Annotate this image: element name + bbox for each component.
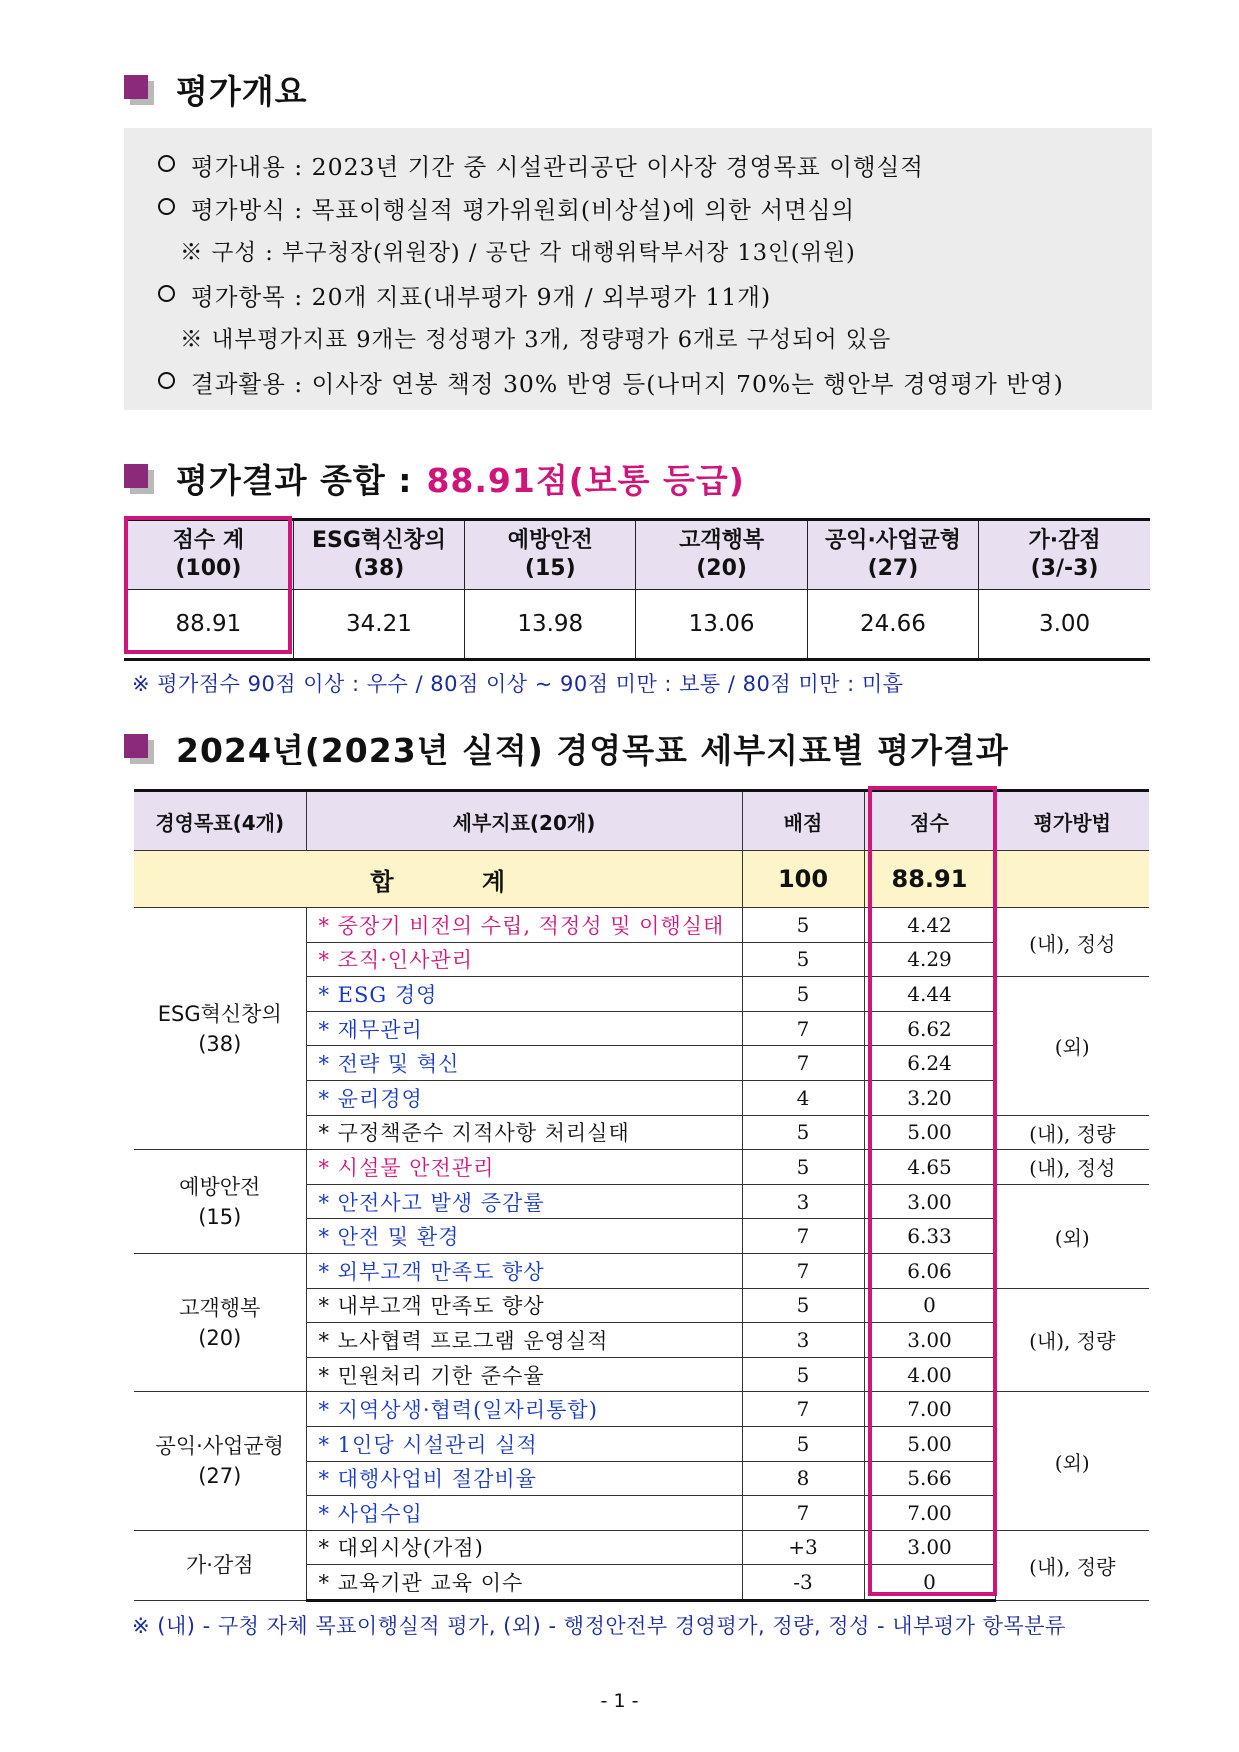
summary-value: 24.66 [807, 590, 978, 660]
total-allot: 100 [742, 851, 864, 908]
indicator: * 재무관리 [306, 1011, 742, 1046]
detail-table [134, 789, 1149, 1602]
bullet-square-icon [124, 75, 154, 105]
header-method: 평가방법 [995, 791, 1149, 851]
score-value: 6.06 [864, 1253, 995, 1288]
bullet-square-icon [124, 464, 154, 494]
allot-value: 7 [742, 1392, 864, 1427]
method-value: (외) [995, 1184, 1149, 1288]
indicator: * 대행사업비 절감비율 [306, 1461, 742, 1496]
score-value: 5.00 [864, 1115, 995, 1150]
score-value: 7.00 [864, 1392, 995, 1427]
indicator: * 노사협력 프로그램 운영실적 [306, 1323, 742, 1358]
circle-bullet-icon [158, 198, 175, 215]
method-value: (내), 정량 [995, 1288, 1149, 1392]
indicator: * 윤리경영 [306, 1080, 742, 1115]
allot-value: 7 [742, 1253, 864, 1288]
method-value: (내), 정성 [995, 1150, 1149, 1185]
bullet-square-icon [124, 734, 154, 764]
goal-esg: ESG혁신창의 (38) [134, 908, 306, 1150]
indicator: * 전략 및 혁신 [306, 1046, 742, 1081]
indicator: * 1인당 시설관리 실적 [306, 1426, 742, 1461]
allot-value: 7 [742, 1496, 864, 1531]
allot-value: 4 [742, 1080, 864, 1115]
allot-value: 7 [742, 1219, 864, 1254]
score-value: 6.24 [864, 1046, 995, 1081]
allot-value: -3 [742, 1565, 864, 1601]
allot-value: 5 [742, 1288, 864, 1323]
section-title: 평가개요 [176, 72, 308, 111]
score-value: 6.62 [864, 1011, 995, 1046]
section-detail-heading [124, 725, 1009, 772]
score-value: 4.29 [864, 942, 995, 977]
overview-item: 결과활용 : 이사장 연봉 책정 30% 반영 등(나머지 70%는 행안부 경영평가 반영) [154, 365, 1064, 399]
indicator: * 중장기 비전의 수립, 적정성 및 이행실태 [306, 908, 742, 943]
allot-value: 5 [742, 1150, 864, 1185]
grade-note: ※ 평가점수 90점 이상 : 우수 / 80점 이상 ~ 90점 미만 : 보통 / 80점 미만 : 미흡 [132, 672, 904, 696]
allot-value: 7 [742, 1046, 864, 1081]
score-value: 5.66 [864, 1461, 995, 1496]
header-allot: 배점 [742, 791, 864, 851]
allot-value: 3 [742, 1323, 864, 1358]
indicator: * 구정책준수 지적사항 처리실태 [306, 1115, 742, 1150]
score-value: 3.00 [864, 1323, 995, 1358]
method-value: (내), 정량 [995, 1115, 1149, 1150]
overview-item: 평가방식 : 목표이행실적 평가위원회(비상설)에 의한 서면심의 [154, 191, 855, 225]
allot-value: 5 [742, 1426, 864, 1461]
total-score: 88.91 [864, 851, 995, 908]
indicator: * 안전사고 발생 증감률 [306, 1184, 742, 1219]
goal-bonus-penalty: 가·감점 [134, 1530, 306, 1600]
indicator: * 외부고객 만족도 향상 [306, 1253, 742, 1288]
score-value: 3.20 [864, 1080, 995, 1115]
allot-value: 8 [742, 1461, 864, 1496]
score-value: 4.00 [864, 1357, 995, 1392]
summary-header: 고객행복 (20) [636, 520, 807, 590]
method-value: (외) [995, 1392, 1149, 1530]
header-indicator: 세부지표(20개) [306, 791, 742, 851]
summary-header: 예방안전 (15) [465, 520, 636, 590]
allot-value: 5 [742, 908, 864, 943]
indicator: * 지역상생·협력(일자리통합) [306, 1392, 742, 1427]
header-score: 점수 [864, 791, 995, 851]
section-title: 평가결과 종합 : [176, 461, 413, 500]
score-value: 5.00 [864, 1426, 995, 1461]
summary-value: 13.06 [636, 590, 807, 660]
total-label: 합 계 [134, 851, 742, 908]
indicator: * 대외시상(가점) [306, 1530, 742, 1565]
allot-value: 3 [742, 1184, 864, 1219]
allot-value: +3 [742, 1530, 864, 1565]
goal-safety: 예방안전 (15) [134, 1150, 306, 1254]
allot-value: 5 [742, 977, 864, 1012]
page-number: - 1 - [600, 1690, 639, 1712]
indicator: * ESG 경영 [306, 977, 742, 1012]
overview-item: 평가내용 : 2023년 기간 중 시설관리공단 이사장 경영목표 이행실적 [154, 148, 924, 182]
score-value: 0 [864, 1288, 995, 1323]
indicator: * 민원처리 기한 준수율 [306, 1357, 742, 1392]
overview-subitem: ※ 내부평가지표 9개는 정성평가 3개, 정량평가 6개로 구성되어 있음 [180, 327, 892, 353]
indicator: * 안전 및 환경 [306, 1219, 742, 1254]
score-value: 6.33 [864, 1219, 995, 1254]
overall-score: 88.91점(보통 등급) [426, 461, 745, 500]
score-value: 3.00 [864, 1530, 995, 1565]
indicator: * 교육기관 교육 이수 [306, 1565, 742, 1601]
header-goal: 경영목표(4개) [134, 791, 306, 851]
indicator: * 사업수입 [306, 1496, 742, 1531]
score-value: 3.00 [864, 1184, 995, 1219]
allot-value: 5 [742, 1115, 864, 1150]
allot-value: 7 [742, 1011, 864, 1046]
total-method [995, 851, 1149, 908]
summary-header: ESG혁신창의 (38) [293, 520, 464, 590]
overview-box [124, 128, 1152, 410]
score-value: 4.42 [864, 908, 995, 943]
indicator: * 조직·인사관리 [306, 942, 742, 977]
circle-bullet-icon [158, 372, 175, 389]
section-title: 2024년(2023년 실적) 경영목표 세부지표별 평가결과 [176, 731, 1009, 770]
score-value: 7.00 [864, 1496, 995, 1531]
method-value: (내), 정량 [995, 1530, 1149, 1600]
allot-value: 5 [742, 942, 864, 977]
overview-item: 평가항목 : 20개 지표(내부평가 9개 / 외부평가 11개) [154, 278, 771, 312]
goal-customer: 고객행복 (20) [134, 1253, 306, 1391]
method-value: (외) [995, 977, 1149, 1115]
section-summary-heading [124, 455, 745, 502]
method-note: ※ (내) - 구청 자체 목표이행실적 평가, (외) - 행정안전부 경영평가, 정량, 정성 - 내부평가 항목분류 [132, 1614, 1066, 1638]
circle-bullet-icon [158, 285, 175, 302]
method-value: (내), 정성 [995, 908, 1149, 977]
indicator: * 내부고객 만족도 향상 [306, 1288, 742, 1323]
summary-value: 34.21 [293, 590, 464, 660]
overview-subitem: ※ 구성 : 부구청장(위원장) / 공단 각 대행위탁부서장 13인(위원) [180, 240, 856, 266]
indicator: * 시설물 안전관리 [306, 1150, 742, 1185]
score-value: 0 [864, 1565, 995, 1601]
section-overview-heading [124, 66, 308, 113]
summary-value: 3.00 [979, 590, 1150, 660]
summary-value: 88.91 [124, 590, 293, 660]
goal-public-balance: 공익·사업균형 (27) [134, 1392, 306, 1530]
summary-value: 13.98 [465, 590, 636, 660]
summary-header: 가·감점 (3/-3) [979, 520, 1150, 590]
summary-table [124, 518, 1150, 661]
allot-value: 5 [742, 1357, 864, 1392]
circle-bullet-icon [158, 155, 175, 172]
score-value: 4.44 [864, 977, 995, 1012]
summary-header: 공익·사업균형 (27) [807, 520, 978, 590]
score-value: 4.65 [864, 1150, 995, 1185]
summary-header: 점수 계 (100) [124, 520, 293, 590]
